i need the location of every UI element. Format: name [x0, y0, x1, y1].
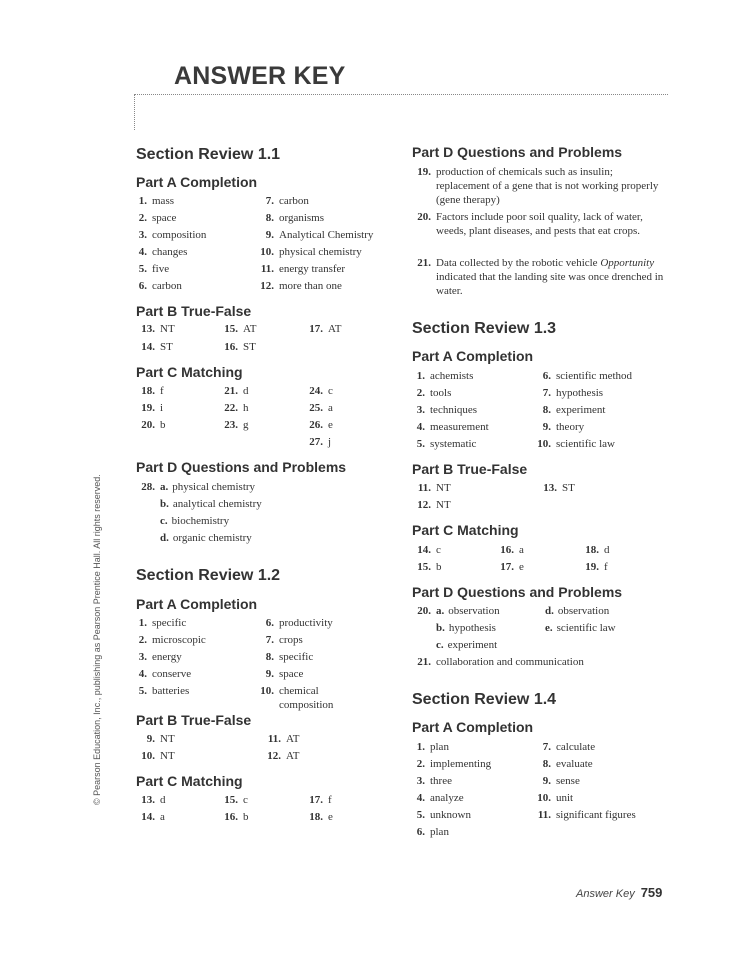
list-item: [219, 340, 256, 354]
item-answer: NT: [436, 499, 451, 511]
item-answer: microscopic: [152, 634, 206, 646]
item-number: 19.: [141, 402, 155, 414]
item-number: 28.: [141, 481, 155, 493]
item-number: 4.: [138, 246, 147, 258]
item-answer: systematic: [430, 438, 477, 450]
item-number: 11.: [537, 809, 551, 821]
item-number: 10.: [141, 750, 155, 762]
item-answer: mass: [152, 195, 174, 207]
item-number: 13.: [543, 482, 557, 494]
item-number: 18.: [585, 544, 599, 556]
item-number: 17.: [309, 794, 323, 806]
item-number: 11.: [417, 482, 431, 494]
list-item: [532, 757, 593, 771]
item-number: 13.: [141, 323, 155, 335]
item-number: 4.: [416, 792, 425, 804]
item-answer: measurement: [430, 421, 489, 433]
item-answer: AT: [328, 323, 342, 335]
item-number: 20.: [141, 419, 155, 431]
list-item: [128, 211, 176, 225]
item-answer: scientific method: [556, 370, 633, 382]
list-item: [532, 791, 573, 805]
item-answer: AT: [286, 750, 300, 762]
item-answer: b: [436, 561, 442, 573]
item-number: 6.: [542, 370, 551, 382]
list-item: [160, 514, 229, 528]
item-answer: h: [243, 402, 249, 414]
item-answer: a: [160, 811, 165, 823]
item-answer: g: [243, 419, 249, 431]
item-number: 2.: [416, 387, 425, 399]
item-number: 8.: [265, 651, 274, 663]
item-letter: d.: [160, 532, 169, 544]
item-number: 11.: [260, 263, 274, 275]
item-number: 5.: [138, 685, 147, 697]
list-item: [412, 560, 442, 574]
list-item: [219, 418, 249, 432]
list-item: [304, 384, 333, 398]
item-letter: b.: [436, 622, 445, 634]
list-item: [219, 401, 249, 415]
list-item: [406, 386, 451, 400]
item-answer: carbon: [279, 195, 309, 207]
list-item: [255, 650, 313, 664]
list-item: [136, 732, 175, 746]
item-number: 9.: [265, 229, 274, 241]
list-item: [136, 340, 173, 354]
item-number: 17.: [500, 561, 514, 573]
list-item: [255, 194, 309, 208]
list-item: [160, 497, 262, 511]
item-answer: f: [604, 561, 608, 573]
item-number: 3.: [416, 404, 425, 416]
item-answer: i: [160, 402, 164, 414]
list-item: [406, 791, 464, 805]
item-answer: three: [430, 775, 452, 787]
item-answer: theory: [556, 421, 585, 433]
list-item: [219, 384, 249, 398]
item-answer: d: [160, 794, 166, 806]
part-title: Part A Completion: [136, 596, 258, 612]
item-answer: changes: [152, 246, 188, 258]
item-answer: analyze: [430, 792, 464, 804]
part-title: Part D Questions and Problems: [412, 144, 623, 160]
item-number: 16.: [224, 341, 238, 353]
list-item: [219, 322, 256, 336]
page-footer: [576, 884, 662, 902]
part-title: Part B True-False: [136, 303, 252, 319]
footer-label: Answer Key: [576, 888, 635, 900]
list-item: [304, 793, 332, 807]
item-number: 2.: [138, 634, 147, 646]
list-item: [412, 165, 668, 207]
list-item: [532, 774, 580, 788]
item-answer: ST: [243, 341, 256, 353]
item-number: 15.: [417, 561, 431, 573]
list-item: [580, 543, 610, 557]
list-item: [304, 322, 341, 336]
item-answer: plan: [430, 741, 449, 753]
list-item: [262, 732, 299, 746]
list-item: [406, 757, 491, 771]
part-title: Part B True-False: [412, 461, 528, 477]
part-title: Part D Questions and Problems: [412, 584, 623, 600]
item-answer: energy transfer: [279, 263, 346, 275]
item-answer: experiment: [447, 639, 498, 651]
list-item: [412, 655, 584, 669]
item-answer: scientific law: [556, 622, 616, 634]
item-answer: plan: [430, 826, 449, 838]
item-answer: b: [160, 419, 166, 431]
list-item: [136, 322, 175, 336]
list-item: [255, 262, 345, 276]
item-number: 20.: [417, 211, 431, 223]
item-answer: chemical composition: [279, 685, 334, 711]
part-title: Part A Completion: [412, 348, 534, 364]
answer-text: indicated that the landing site was once drenched in water.: [436, 271, 664, 297]
item-answer: f: [160, 385, 164, 397]
item-number: 18.: [141, 385, 155, 397]
item-number: 10.: [260, 685, 274, 697]
item-number: 10.: [537, 792, 551, 804]
section-title-1-2: Section Review 1.2: [136, 567, 281, 584]
list-item: [255, 684, 359, 712]
section-title-1-4: Section Review 1.4: [412, 691, 557, 708]
item-answer: e: [328, 419, 333, 431]
list-item: [412, 210, 668, 238]
item-number: 1.: [138, 195, 147, 207]
item-answer: c: [436, 544, 441, 556]
item-number: 23.: [224, 419, 238, 431]
item-answer: d: [243, 385, 249, 397]
item-answer: significant figures: [556, 809, 636, 821]
list-item: [412, 543, 441, 557]
item-number: 20.: [417, 605, 431, 617]
list-item: [406, 825, 449, 839]
item-answer: NT: [160, 323, 175, 335]
header-rule-vertical: [134, 94, 135, 130]
list-item: [406, 420, 489, 434]
list-item: [532, 420, 584, 434]
list-item: [304, 418, 333, 432]
part-title: Part C Matching: [136, 364, 243, 380]
part-title: Part A Completion: [136, 174, 258, 190]
item-number: 22.: [224, 402, 238, 414]
item-number: 5.: [416, 438, 425, 450]
list-item: [580, 560, 608, 574]
item-answer: productivity: [279, 617, 333, 629]
list-item: [406, 369, 473, 383]
list-item: [128, 245, 187, 259]
item-number: 21.: [417, 656, 431, 668]
list-item: [255, 667, 303, 681]
item-number: 11.: [267, 733, 281, 745]
section-title-1-1: Section Review 1.1: [136, 146, 281, 163]
item-answer: conserve: [152, 668, 192, 680]
list-item: [532, 808, 636, 822]
item-answer: c: [328, 385, 333, 397]
item-answer: scientific law: [556, 438, 615, 450]
item-number: 16.: [224, 811, 238, 823]
list-item: [406, 808, 471, 822]
item-number: 15.: [224, 794, 238, 806]
item-number: 9.: [265, 668, 274, 680]
item-letter: a.: [160, 481, 169, 493]
item-number: 19.: [585, 561, 599, 573]
list-item: [538, 481, 575, 495]
list-item: [304, 810, 333, 824]
item-answer: sense: [556, 775, 580, 787]
list-item: [136, 749, 175, 763]
item-answer: composition: [152, 229, 207, 241]
item-number: 1.: [416, 370, 425, 382]
list-item: [219, 810, 249, 824]
item-answer: unknown: [430, 809, 471, 821]
item-answer: b: [243, 811, 249, 823]
item-answer: organic chemistry: [172, 532, 252, 544]
item-answer: implementing: [430, 758, 492, 770]
list-item: [136, 810, 165, 824]
item-number: 27.: [309, 436, 323, 448]
item-answer: space: [152, 212, 177, 224]
item-answer: a: [519, 544, 524, 556]
list-item: [128, 667, 191, 681]
item-answer: c: [243, 794, 248, 806]
item-answer: j: [328, 436, 332, 448]
part-title: Part A Completion: [412, 719, 534, 735]
item-answer: NT: [160, 750, 175, 762]
item-answer: hypothesis: [556, 387, 604, 399]
list-item: [262, 749, 299, 763]
item-letter: b.: [160, 498, 169, 510]
item-letter: d.: [545, 605, 554, 617]
item-answer: organisms: [279, 212, 325, 224]
item-answer: unit: [556, 792, 574, 804]
item-number: 17.: [309, 323, 323, 335]
list-item: [495, 560, 524, 574]
list-item: [255, 279, 342, 293]
item-number: 9.: [146, 733, 155, 745]
item-number: 10.: [537, 438, 551, 450]
list-item: [412, 256, 668, 298]
list-item: [128, 262, 169, 276]
list-item: [406, 437, 476, 451]
item-number: 13.: [141, 794, 155, 806]
item-answer: d: [604, 544, 610, 556]
item-number: 2.: [416, 758, 425, 770]
item-answer: more than one: [279, 280, 342, 292]
item-number: 7.: [542, 741, 551, 753]
part-title: Part C Matching: [412, 522, 519, 538]
list-item: [532, 437, 615, 451]
item-number: 6.: [265, 617, 274, 629]
item-answer: physical chemistry: [172, 481, 256, 493]
item-answer: tools: [430, 387, 452, 399]
list-item: [412, 604, 500, 618]
item-number: 7.: [265, 634, 274, 646]
item-answer: experiment: [556, 404, 606, 416]
item-number: 14.: [417, 544, 431, 556]
item-number: 4.: [416, 421, 425, 433]
item-number: 3.: [138, 229, 147, 241]
list-item: [136, 418, 166, 432]
item-answer: [436, 256, 668, 298]
answer-text: Data collected by the robotic vehicle: [436, 257, 598, 269]
section-title-1-3: Section Review 1.3: [412, 320, 557, 337]
copyright-note: © Pearson Education, Inc., publishing as Pearson Prentice Hall. All rights reserved.: [92, 474, 102, 805]
list-item: [406, 403, 477, 417]
item-answer: specific: [152, 617, 187, 629]
list-item: [255, 228, 373, 242]
item-answer: Factors include poor soil quality, lack of water, weeds, plant diseases, and pests that eat crops.: [436, 211, 643, 237]
item-number: 5.: [138, 263, 147, 275]
item-number: 1.: [138, 617, 147, 629]
item-answer: hypothesis: [448, 622, 496, 634]
header-rule: [134, 94, 668, 95]
list-item: [128, 616, 186, 630]
list-item: [545, 621, 616, 635]
item-number: 10.: [260, 246, 274, 258]
item-letter: c.: [160, 515, 168, 527]
item-number: 4.: [138, 668, 147, 680]
list-item: [412, 481, 451, 495]
item-answer: e: [328, 811, 333, 823]
item-answer: a: [328, 402, 333, 414]
list-item: [495, 543, 524, 557]
item-number: 8.: [265, 212, 274, 224]
list-item: [545, 604, 609, 618]
item-number: 21.: [417, 257, 431, 269]
item-number: 14.: [141, 811, 155, 823]
list-item: [412, 498, 451, 512]
list-item: [436, 621, 496, 635]
list-item: [128, 194, 174, 208]
item-number: 15.: [224, 323, 238, 335]
list-item: [255, 211, 324, 225]
list-item: [128, 633, 206, 647]
list-item: [304, 401, 333, 415]
list-item: [304, 435, 331, 449]
list-item: [136, 793, 166, 807]
item-number: 9.: [542, 775, 551, 787]
item-answer: space: [279, 668, 304, 680]
list-item: [128, 279, 182, 293]
item-answer: e: [519, 561, 524, 573]
list-item: [136, 384, 164, 398]
list-item: [255, 616, 333, 630]
part-title: Part B True-False: [136, 712, 252, 728]
page-number: 759: [640, 885, 663, 900]
item-number: 19.: [417, 166, 431, 178]
item-number: 7.: [265, 195, 274, 207]
item-answer: calculate: [556, 741, 596, 753]
item-answer: specific: [279, 651, 314, 663]
item-number: 18.: [309, 811, 323, 823]
item-answer: production of chemicals such as insulin; replacement of a gene that is not working properly (gene therapy): [436, 166, 659, 206]
item-answer: AT: [286, 733, 300, 745]
item-number: 2.: [138, 212, 147, 224]
item-number: 25.: [309, 402, 323, 414]
item-answer: crops: [279, 634, 303, 646]
list-item: [255, 245, 362, 259]
item-number: 8.: [542, 758, 551, 770]
item-number: 12.: [260, 280, 274, 292]
item-answer: analytical chemistry: [172, 498, 262, 510]
list-item: [128, 684, 189, 698]
list-item: [532, 386, 603, 400]
list-item: [255, 633, 303, 647]
item-number: 5.: [416, 809, 425, 821]
item-answer: five: [152, 263, 170, 275]
list-item: [128, 228, 206, 242]
item-number: 16.: [500, 544, 514, 556]
list-item: [532, 403, 605, 417]
list-item: [406, 774, 452, 788]
list-item: [532, 369, 632, 383]
list-item: [128, 650, 182, 664]
item-letter: a.: [436, 605, 445, 617]
part-title: Part D Questions and Problems: [136, 459, 347, 475]
item-number: 1.: [416, 741, 425, 753]
item-answer: carbon: [152, 280, 182, 292]
item-number: 26.: [309, 419, 323, 431]
item-number: 12.: [267, 750, 281, 762]
part-title: Part C Matching: [136, 773, 243, 789]
item-answer: evaluate: [556, 758, 593, 770]
item-number: 8.: [542, 404, 551, 416]
list-item: [136, 480, 255, 494]
item-answer: physical chemistry: [279, 246, 362, 258]
item-answer: Analytical Chemistry: [279, 229, 374, 241]
item-answer: energy: [152, 651, 182, 663]
item-answer: techniques: [430, 404, 478, 416]
item-answer: ST: [562, 482, 575, 494]
item-number: 3.: [416, 775, 425, 787]
item-answer: achemists: [430, 370, 474, 382]
item-number: 3.: [138, 651, 147, 663]
item-letter: e.: [545, 622, 553, 634]
list-item: [160, 531, 252, 545]
answer-emphasis: Opportunity: [600, 257, 655, 269]
item-answer: NT: [436, 482, 451, 494]
item-answer: f: [328, 794, 332, 806]
item-number: 24.: [309, 385, 323, 397]
list-item: [136, 401, 163, 415]
item-number: 12.: [417, 499, 431, 511]
list-item: [532, 740, 595, 754]
item-answer: batteries: [152, 685, 190, 697]
list-item: [219, 793, 248, 807]
item-number: 6.: [416, 826, 425, 838]
item-answer: observation: [448, 605, 500, 617]
item-answer: biochemistry: [171, 515, 230, 527]
item-answer: NT: [160, 733, 175, 745]
page-title: ANSWER KEY: [174, 62, 346, 90]
item-number: 14.: [141, 341, 155, 353]
item-number: 6.: [138, 280, 147, 292]
item-letter: c.: [436, 639, 444, 651]
item-answer: AT: [243, 323, 257, 335]
item-number: 21.: [224, 385, 238, 397]
item-answer: ST: [160, 341, 173, 353]
item-number: 7.: [542, 387, 551, 399]
item-answer: observation: [557, 605, 610, 617]
list-item: [436, 638, 497, 652]
item-number: 9.: [542, 421, 551, 433]
list-item: [406, 740, 449, 754]
item-answer: collaboration and communication: [436, 656, 584, 668]
